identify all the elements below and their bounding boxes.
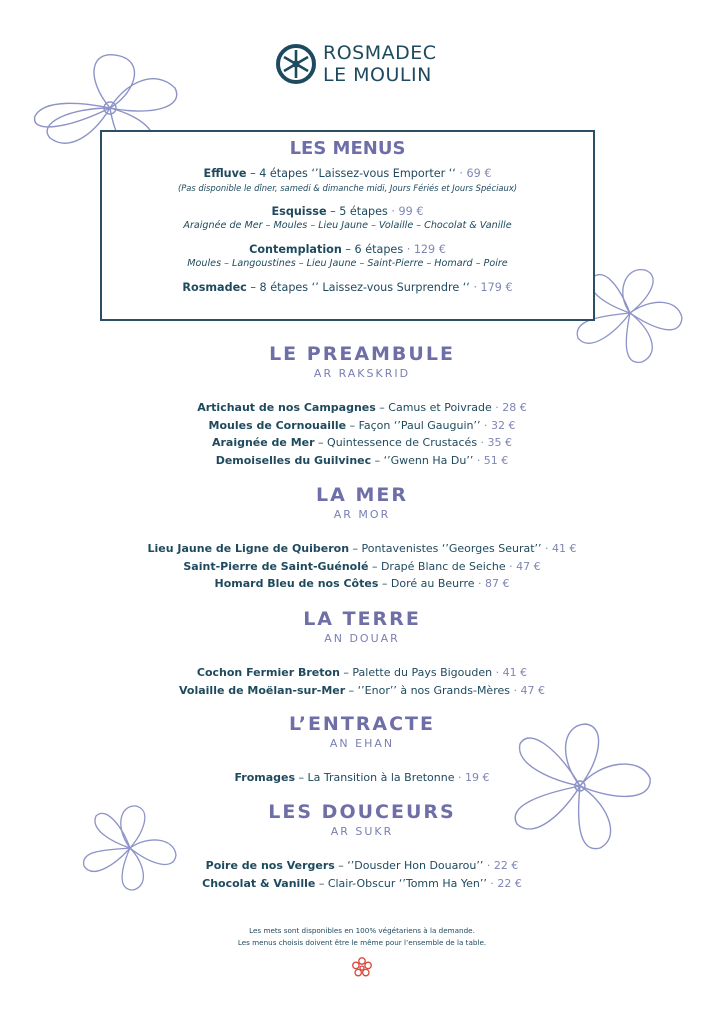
- footer-notes: [0, 925, 724, 949]
- menu-description: – 6 étapes: [341, 243, 407, 256]
- menu-price: · 69 €: [459, 167, 492, 180]
- dish-price: · 35 €: [480, 436, 513, 449]
- dish-price: · 47 €: [509, 559, 541, 573]
- menu-item: [102, 166, 593, 181]
- dish-item: [0, 452, 724, 470]
- menu-note: Moules – Langoustines – Lieu Jaune – Saint-Pierre – Homard – Poire: [187, 258, 508, 269]
- menu-price: · 129 €: [406, 243, 446, 256]
- dish-name: Volaille de Moëlan-sur-Mer: [179, 683, 346, 697]
- menu-description: – 8 étapes ‘’ Laissez-vous Surprendre ‘‘: [246, 281, 474, 294]
- menu-price: · 99 €: [391, 205, 424, 218]
- dish-name: Poire de nos Vergers: [205, 859, 335, 872]
- section-subtitle: AR MOR: [333, 508, 391, 521]
- menu-description: – 5 étapes: [326, 205, 392, 218]
- dish-description: – Quintessence de Crustacés: [314, 436, 481, 449]
- dish-price: · 87 €: [478, 577, 510, 590]
- section-title: LE PREAMBULE: [269, 343, 455, 365]
- dish-item: [0, 434, 724, 452]
- dish-name: Saint-Pierre de Saint-Guénolé: [183, 559, 369, 573]
- dish-description: – Doré au Beurre: [378, 577, 478, 590]
- menu-price: · 179 €: [473, 281, 513, 294]
- dish-item: [0, 682, 724, 700]
- section-title: LA TERRE: [303, 608, 421, 630]
- menu-item: [102, 242, 593, 257]
- menu-name: Esquisse: [271, 205, 327, 218]
- section-subtitle: AN DOUAR: [324, 632, 400, 645]
- section-subtitle: AN EHAN: [329, 737, 395, 750]
- section-subtitle: AR RAKSKRID: [313, 367, 411, 380]
- dish-item: [0, 540, 724, 558]
- dish-item: [0, 664, 724, 682]
- brand-line-2: LE MOULIN: [323, 64, 432, 86]
- menus-box: [100, 130, 595, 321]
- dish-name: Artichaut de nos Campagnes: [197, 401, 376, 414]
- section-subtitle: AR SUKR: [330, 825, 394, 838]
- brand-line-1: ROSMADEC: [323, 42, 437, 64]
- dish-description: – Drapé Blanc de Seiche: [368, 559, 510, 573]
- dish-item: [0, 769, 724, 787]
- brand-name: [323, 42, 437, 86]
- menu-name: Rosmadec: [182, 281, 247, 294]
- dish-price: · 41 €: [545, 542, 577, 555]
- dish-name: Lieu Jaune de Ligne de Quiberon: [147, 542, 350, 555]
- dish-description: – La Transition à la Bretonne: [295, 771, 458, 784]
- menu-item: [102, 280, 593, 295]
- dish-name: Moules de Cornouaille: [208, 418, 347, 432]
- menu-item: [102, 204, 593, 219]
- menu-note: Araignée de Mer – Moules – Lieu Jaune – Volaille – Chocolat & Vanille: [183, 220, 512, 231]
- dish-price: · 22 €: [486, 859, 519, 872]
- menu-name: Effluve: [203, 167, 247, 180]
- dish-name: Homard Bleu de nos Côtes: [214, 577, 379, 590]
- dish-price: · 22 €: [490, 876, 522, 890]
- section-douceurs: [0, 801, 724, 892]
- section-title: LES DOUCEURS: [268, 801, 456, 823]
- dish-price: · 32 €: [483, 418, 516, 432]
- section-title: LA MER: [316, 484, 408, 506]
- dish-description: – ‘’Dousder Hon Douarou’’: [334, 859, 487, 872]
- dish-description: – ‘’Enor’’ à nos Grands-Mères: [345, 683, 514, 697]
- dish-description: – Pontavenistes ‘’Georges Seurat’’: [349, 542, 546, 555]
- dish-description: – Clair-Obscur ‘’Tomm Ha Yen’’: [315, 876, 491, 890]
- section-entracte: [0, 713, 724, 787]
- menu-note: (Pas disponible le dîner, samedi & dimanche midi, Jours Fériés et Jours Spéciaux): [177, 183, 518, 193]
- dish-price: · 28 €: [495, 401, 527, 414]
- footer-note-vegetarian: Les mets sont disponibles en 100% végétariens à la demande.: [249, 926, 475, 935]
- dish-price: · 47 €: [513, 683, 545, 697]
- dish-name: Cochon Fermier Breton: [196, 666, 340, 679]
- dish-price: · 19 €: [458, 771, 490, 784]
- dish-name: Araignée de Mer: [211, 436, 315, 449]
- menu-name: Contemplation: [249, 243, 342, 256]
- dish-item: [0, 575, 724, 593]
- dish-description: – Camus et Poivrade: [375, 401, 496, 414]
- section-la-mer: [0, 484, 724, 593]
- dish-description: – ‘’Gwenn Ha Du’’: [371, 453, 477, 467]
- dish-item: [0, 875, 724, 893]
- dish-item: [0, 417, 724, 435]
- dish-name: Chocolat & Vanille: [202, 876, 316, 890]
- dish-price: · 51 €: [476, 453, 509, 467]
- wheel-icon: [276, 44, 316, 84]
- menu-description: – 4 étapes ‘’Laissez-vous Emporter ‘‘: [246, 167, 460, 180]
- dish-item: [0, 857, 724, 875]
- michelin-flower-icon: [350, 956, 374, 980]
- dish-item: [0, 399, 724, 417]
- dish-description: – Palette du Pays Bigouden: [339, 666, 496, 679]
- dish-name: Demoiselles du Guilvinec: [215, 453, 372, 467]
- dish-name: Fromages: [234, 771, 296, 784]
- menus-title: LES MENUS: [289, 138, 406, 159]
- dish-item: [0, 558, 724, 576]
- footer-note-table: Les menus choisis doivent être le même pour l’ensemble de la table.: [237, 938, 487, 947]
- section-title: L’ENTRACTE: [288, 713, 435, 735]
- section-la-terre: [0, 608, 724, 699]
- section-preambule: [0, 343, 724, 469]
- brand-logo: [276, 40, 466, 90]
- dish-price: · 41 €: [495, 666, 528, 679]
- dish-description: – Façon ‘’Paul Gauguin’’: [346, 418, 484, 432]
